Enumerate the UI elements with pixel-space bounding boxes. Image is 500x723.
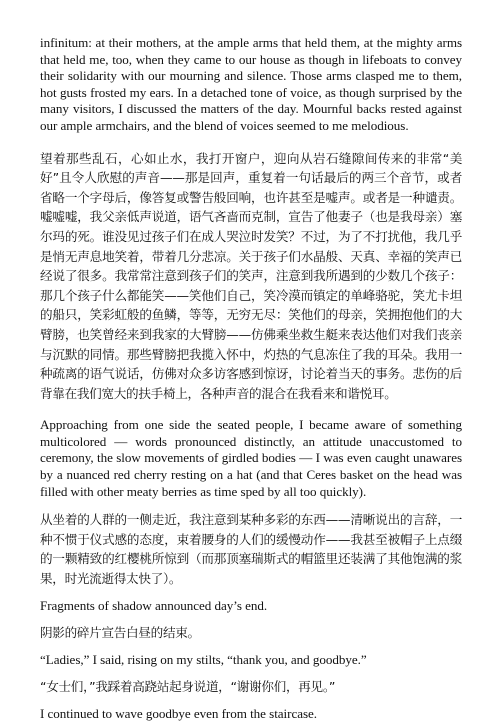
paragraph-zh-3: 阴影的碎片宣告白昼的结束。	[40, 625, 200, 641]
paragraph-en-4: “Ladies,” I said, rising on my stilts, “thank you, and goodbye.”	[40, 651, 367, 667]
paragraph-zh-2: 从坐着的人群的一侧走近，我注意到某种多彩的东西——清晰说出的言辞，一种不惯于仪式感的态度，束着腰身的人们的缓慢动作——我甚至被帽子上点缀的一颗精致的红樱桃所惊到（而那顶塞瑞斯式的帽篮里还装满了其他饱满的浆果，时光流逝得太快了）。	[40, 512, 462, 587]
paragraph-en-1: infinitum: at their mothers, at the ample arms that held them, at the mighty arms that held me, too, when they came to our house as though in lifeboats to convey their solidarity with our mourning and silence. Those arms clasped me to them, hot gusts frosted my ears. In a detached tone of voice, as though surprised by the many visitors, I discussed the matters of the day. Mournful backs rested against our ample armchairs, and the blend of voices seemed to me melodious.	[40, 35, 462, 133]
paragraph-en-5: I continued to wave goodbye even from the staircase.	[40, 706, 317, 721]
paragraph-en-2: Approaching from one side the seated people, I became aware of something multicolored — words pronounced distinctly, an attitude unaccustomed to ceremony, the slow movements of girdled bodies — I was even caught unawares by a nuanced red cherry resting on a hat (and that Ceres basket on the head was filled with other meaty berries as time sped by all too quickly).	[40, 417, 462, 499]
paragraph-zh-4: “女士们，”我踩着高跷站起身说道，“谢谢你们，再见。”	[40, 679, 336, 695]
paragraph-en-3: Fragments of shadow announced day’s end.	[40, 597, 268, 613]
paragraph-zh-1: 望着那些乱石，心如止水，我打开窗户，迎向从岩石缝隙间传来的非常“美好”且令人欣慰的声音——那是回声，重复着一句话最后的两三个音节，或者省略一个字母后，像答复或警告般回响，也许甚至是嘘声。或者是一种谴责。嘘嘘嘘，我父亲低声说道，语气吝啬而克制，宣告了他妻子（也是我母亲）塞尔玛的死。谁没见过孩子们在成人哭泣时发笑？不过，为了不打扰他，我几乎是悄无声息地笑着，带着几分悲凉。关于孩子们水晶般、天真、幸福的笑声已经说了很多。我常常注意到孩子们的笑声，注意到我所遇到的少数几个孩子：那几个孩子什么都能笑——笑他们自己，笑冷漠而镇定的单峰骆驼，笑尤卡坦的船只，笑彩虹般的鱼鳞，等等，无穷无尽：笑他们的母亲，笑拥抱他们的大臂膀，也笑曾经来到我家的大臂膀——仿佛乘坐救生艇来表达他们对我们丧亲与沉默的同情。那些臂膀把我揽入怀中，灼热的气息冻住了我的耳朵。我用一种疏离的语气说话，仿佛对众多访客感到惊讶，讨论着当天的事务。悲伤的后背靠在我们宽大的扶手椅上，各种声音的混合在我看来和谐悦耳。	[40, 150, 462, 401]
